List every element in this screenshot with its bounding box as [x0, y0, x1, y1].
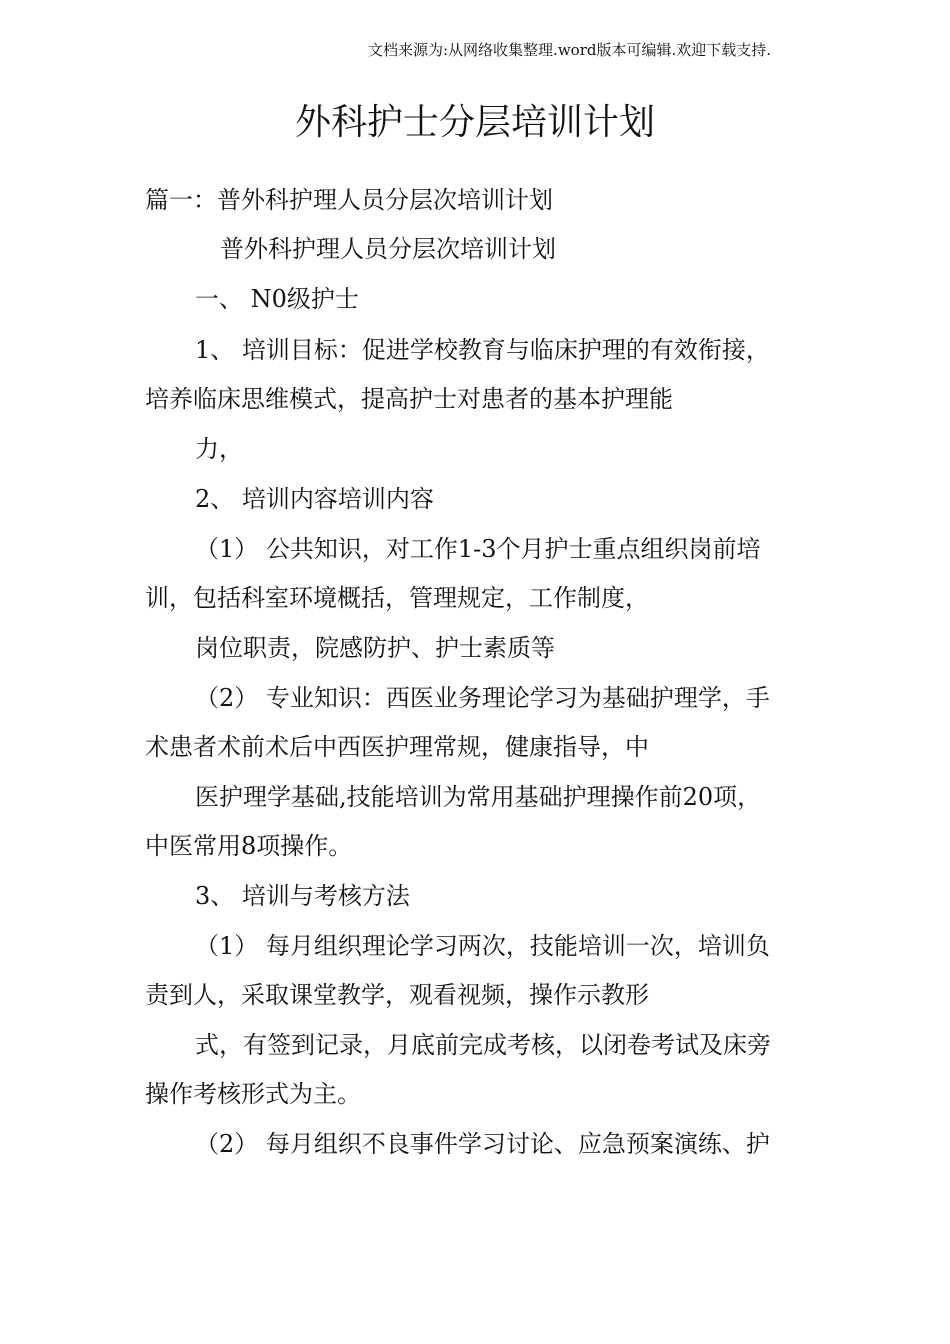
paragraph-line: 操作考核形式为主。: [145, 1080, 361, 1108]
paragraph-line: （1） 每月组织理论学习两次，技能培训一次，培训负: [195, 932, 770, 960]
paragraph-line: 中医常用8项操作。: [145, 832, 353, 860]
paragraph-line: （1） 公共知识，对工作1-3个月护士重点组织岗前培: [195, 535, 761, 563]
paragraph-line: 式，有签到记录，月底前完成考核，以闭卷考试及床旁: [195, 1031, 771, 1059]
level-heading: 一、 N0级护士: [195, 285, 359, 313]
paragraph-line: 术患者术前术后中西医护理常规，健康指导，中: [145, 733, 649, 761]
subtitle: 普外科护理人员分层次培训计划: [220, 235, 556, 263]
paragraph-line: 3、 培训与考核方法: [195, 882, 410, 910]
paragraph-line: 训，包括科室环境概括，管理规定，工作制度，: [145, 584, 649, 612]
document-title: 外科护士分层培训计划: [294, 102, 655, 143]
header-note: 文档来源为:从网络收集整理.word版本可编辑.欢迎下载支持.: [368, 41, 772, 59]
paragraph-line: 责到人，采取课堂教学，观看视频，操作示教形: [145, 981, 649, 1009]
section-heading: 篇一：普外科护理人员分层次培训计划: [145, 186, 553, 214]
paragraph-line: 岗位职责，院感防护、护士素质等: [195, 634, 555, 662]
paragraph-line: 力，: [195, 435, 243, 463]
paragraph-line: 培养临床思维模式，提高护士对患者的基本护理能: [145, 385, 673, 413]
paragraph-line: （2） 每月组织不良事件学习讨论、应急预案演练、护: [195, 1130, 770, 1158]
paragraph-line: 医护理学基础,技能培训为常用基础护理操作前20项，: [195, 783, 762, 811]
paragraph-line: 1、 培训目标：促进学校教育与临床护理的有效衔接，: [195, 336, 770, 364]
paragraph-line: （2） 专业知识：西医业务理论学习为基础护理学，手: [195, 684, 770, 712]
paragraph-line: 2、 培训内容培训内容: [195, 485, 434, 513]
